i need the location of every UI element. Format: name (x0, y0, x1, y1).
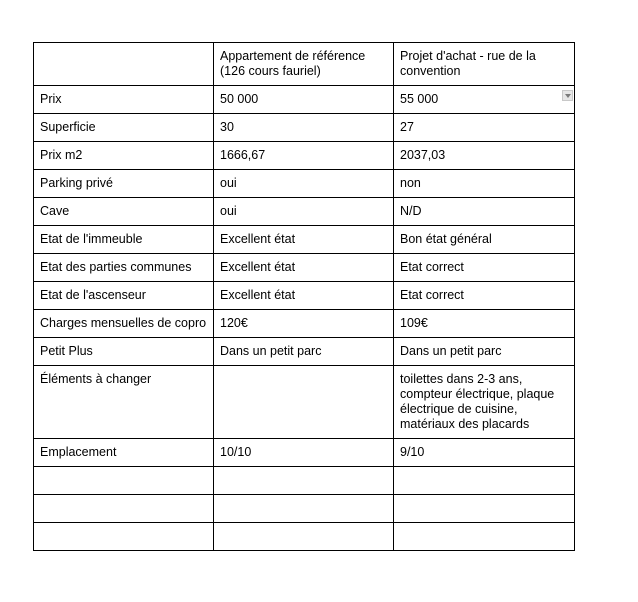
row-label-cell[interactable]: Prix m2 (34, 142, 214, 170)
projet-value-cell[interactable] (394, 523, 575, 551)
projet-value-cell[interactable]: non (394, 170, 575, 198)
reference-value-cell[interactable] (214, 523, 394, 551)
reference-value-cell[interactable] (214, 495, 394, 523)
row-label-cell[interactable]: Etat de l'ascenseur (34, 282, 214, 310)
row-label-cell[interactable]: Etat de l'immeuble (34, 226, 214, 254)
projet-value-cell[interactable]: 2037,03 (394, 142, 575, 170)
reference-value-cell[interactable]: 1666,67 (214, 142, 394, 170)
table-row (34, 310, 575, 338)
projet-value-cell[interactable]: Etat correct (394, 282, 575, 310)
reference-value-cell[interactable]: oui (214, 170, 394, 198)
table-row (34, 114, 575, 142)
table-row (34, 226, 575, 254)
table-row (34, 142, 575, 170)
reference-value-cell[interactable]: Excellent état (214, 282, 394, 310)
table-row (34, 198, 575, 226)
row-label-cell[interactable]: Prix (34, 86, 214, 114)
projet-value-cell[interactable]: 109€ (394, 310, 575, 338)
reference-value-cell[interactable] (214, 467, 394, 495)
table-row-empty (34, 467, 575, 495)
projet-value-cell[interactable]: 9/10 (394, 439, 575, 467)
row-label-cell[interactable]: Emplacement (34, 439, 214, 467)
row-label-cell[interactable]: Etat des parties communes (34, 254, 214, 282)
table-row (34, 338, 575, 366)
reference-value-cell[interactable]: Excellent état (214, 254, 394, 282)
table-row (34, 439, 575, 467)
projet-value-cell[interactable]: N/D (394, 198, 575, 226)
reference-value-cell[interactable]: 120€ (214, 310, 394, 338)
reference-value-cell[interactable]: oui (214, 198, 394, 226)
projet-value-cell[interactable]: Bon état général (394, 226, 575, 254)
row-label-cell[interactable]: Charges mensuelles de copro (34, 310, 214, 338)
row-label-cell[interactable]: Éléments à changer (34, 366, 214, 439)
reference-value-cell[interactable]: 10/10 (214, 439, 394, 467)
table-row (34, 282, 575, 310)
table-row (34, 170, 575, 198)
projet-value-cell[interactable]: 27 (394, 114, 575, 142)
header-cell-reference[interactable]: Appartement de référence (126 cours fauriel) (214, 43, 394, 86)
chevron-down-icon[interactable] (562, 90, 573, 101)
row-label-cell[interactable]: Parking privé (34, 170, 214, 198)
projet-value-cell[interactable]: toilettes dans 2-3 ans, compteur électrique, plaque électrique de cuisine, matériaux des placards (394, 366, 575, 439)
row-label-cell[interactable]: Petit Plus (34, 338, 214, 366)
row-label-cell[interactable] (34, 523, 214, 551)
projet-value-cell[interactable] (394, 86, 575, 114)
projet-value-cell[interactable] (394, 495, 575, 523)
row-label-cell[interactable] (34, 467, 214, 495)
table-row (34, 254, 575, 282)
projet-value-text: 55 000 (400, 92, 439, 106)
row-label-cell[interactable]: Superficie (34, 114, 214, 142)
reference-value-cell[interactable] (214, 366, 394, 439)
table-row-empty (34, 495, 575, 523)
row-label-cell[interactable]: Cave (34, 198, 214, 226)
reference-value-cell[interactable]: Dans un petit parc (214, 338, 394, 366)
projet-value-cell[interactable] (394, 467, 575, 495)
header-cell-empty[interactable] (34, 43, 214, 86)
reference-value-cell[interactable]: 50 000 (214, 86, 394, 114)
header-row (34, 43, 575, 86)
comparison-table (33, 42, 575, 551)
row-label-cell[interactable] (34, 495, 214, 523)
table-row (34, 366, 575, 439)
projet-value-cell[interactable]: Dans un petit parc (394, 338, 575, 366)
header-cell-projet[interactable]: Projet d'achat - rue de la convention (394, 43, 575, 86)
reference-value-cell[interactable]: 30 (214, 114, 394, 142)
projet-value-cell[interactable]: Etat correct (394, 254, 575, 282)
reference-value-cell[interactable]: Excellent état (214, 226, 394, 254)
table-row-empty (34, 523, 575, 551)
table-row (34, 86, 575, 114)
